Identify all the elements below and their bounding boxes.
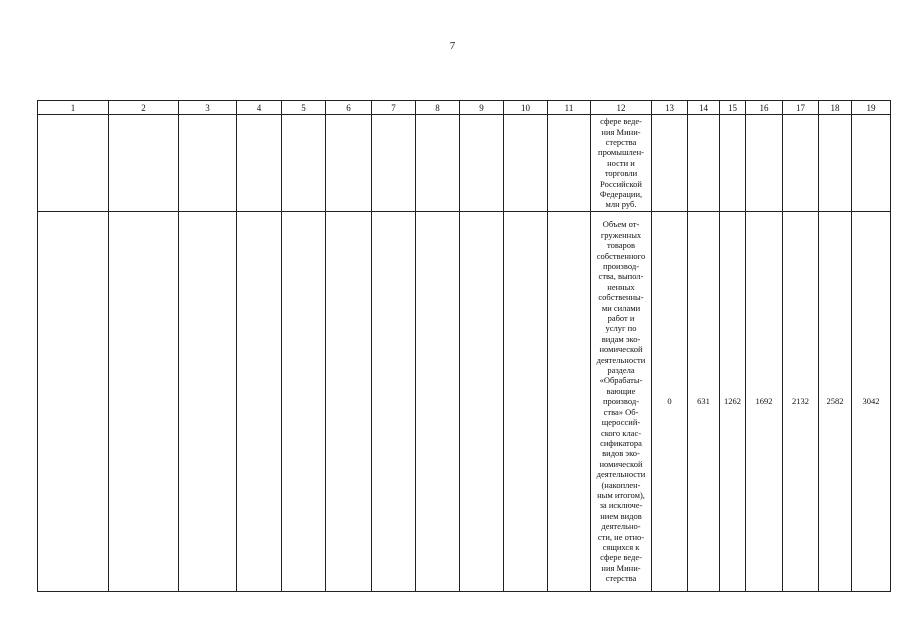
empty-cell	[504, 115, 548, 212]
empty-cell	[548, 115, 591, 212]
description-line: сящихся к	[602, 541, 640, 552]
description-line: промышлен-	[598, 147, 644, 158]
empty-cell	[282, 212, 326, 592]
description-line: собственного	[596, 250, 646, 261]
column-header: 8	[416, 101, 460, 115]
description-line: груженных	[600, 229, 642, 240]
description-line: за исключе-	[599, 500, 643, 511]
description-line: ненных	[607, 281, 635, 292]
data-table	[37, 100, 891, 592]
value-cell: 0	[652, 212, 688, 592]
value-cell: 631	[688, 212, 720, 592]
column-header: 7	[372, 101, 416, 115]
description-line: Объем от-	[602, 219, 640, 230]
description-line: работ и	[607, 313, 635, 324]
description-line: сфере веде-	[600, 552, 642, 563]
value-cell	[783, 115, 819, 212]
column-header: 13	[652, 101, 688, 115]
empty-cell	[237, 115, 282, 212]
value-cell: 1262	[720, 212, 746, 592]
description-line: ми силами	[601, 302, 641, 313]
description-line: стерства	[605, 573, 637, 584]
description-line: раздела	[607, 365, 635, 376]
description-line: ния Мини-	[601, 562, 641, 573]
description-line: видов эко-	[602, 448, 640, 459]
description-line: деятельно-	[601, 521, 641, 532]
column-header-row	[38, 101, 891, 115]
description-line: деятельности	[596, 354, 646, 365]
empty-cell	[372, 115, 416, 212]
empty-cell	[326, 115, 372, 212]
column-header: 6	[326, 101, 372, 115]
description-line: ства» Об-	[603, 406, 639, 417]
description-line: стерства	[605, 136, 637, 147]
value-cell: 1692	[746, 212, 783, 592]
empty-cell	[179, 212, 237, 592]
description-line: млн руб.	[605, 199, 637, 210]
column-header: 19	[852, 101, 891, 115]
description-line: видам эко-	[601, 333, 641, 344]
value-cell	[720, 115, 746, 212]
column-header: 12	[591, 101, 652, 115]
empty-cell	[460, 115, 504, 212]
column-header: 18	[819, 101, 852, 115]
table-row	[38, 212, 891, 592]
empty-cell	[326, 212, 372, 592]
empty-cell	[237, 212, 282, 592]
description-line: Российской	[600, 178, 642, 189]
description-line: услуг по	[605, 323, 637, 334]
value-cell: 3042	[852, 212, 891, 592]
description-line: сти, не отно-	[597, 531, 645, 542]
value-cell	[652, 115, 688, 212]
description-line: деятельности	[596, 469, 646, 480]
empty-cell	[460, 212, 504, 592]
empty-cell	[416, 115, 460, 212]
description-line: производ-	[602, 396, 640, 407]
description-line: вающие	[606, 385, 636, 396]
value-cell	[852, 115, 891, 212]
table-row	[38, 115, 891, 212]
page-number: 7	[449, 40, 456, 52]
value-cell	[819, 115, 852, 212]
description-line: собственны-	[598, 292, 644, 303]
column-header: 4	[237, 101, 282, 115]
empty-cell	[548, 212, 591, 592]
empty-cell	[38, 115, 109, 212]
column-header: 11	[548, 101, 591, 115]
column-header: 16	[746, 101, 783, 115]
empty-cell	[109, 115, 179, 212]
column-header: 2	[109, 101, 179, 115]
column-header: 17	[783, 101, 819, 115]
empty-cell	[504, 212, 548, 592]
description-line: ского клас-	[600, 427, 642, 438]
value-cell	[688, 115, 720, 212]
indicator-description-cell	[591, 212, 652, 592]
description-line: ния Мини-	[601, 126, 641, 137]
value-cell	[746, 115, 783, 212]
column-header: 3	[179, 101, 237, 115]
description-line: производ-	[602, 261, 640, 272]
description-line: «Обрабаты-	[599, 375, 643, 386]
empty-cell	[179, 115, 237, 212]
column-header: 10	[504, 101, 548, 115]
empty-cell	[372, 212, 416, 592]
column-header: 15	[720, 101, 746, 115]
description-line: товаров	[606, 240, 636, 251]
description-line: сификатора	[600, 437, 642, 448]
description-line: номической	[599, 458, 643, 469]
column-header: 5	[282, 101, 326, 115]
empty-cell	[38, 212, 109, 592]
description-line: ности и	[607, 157, 635, 168]
indicator-description-cell	[591, 115, 652, 212]
empty-cell	[109, 212, 179, 592]
description-line: торговли	[604, 168, 638, 179]
description-line: номической	[599, 344, 643, 355]
column-header: 14	[688, 101, 720, 115]
empty-cell	[416, 212, 460, 592]
description-line: Федерации,	[599, 189, 643, 200]
column-header: 9	[460, 101, 504, 115]
description-line: щероссий-	[601, 417, 641, 428]
description-line: (накоплен-	[601, 479, 641, 490]
value-cell: 2132	[783, 212, 819, 592]
description-line: ства, выпол-	[598, 271, 644, 282]
description-line: нием видов	[600, 510, 642, 521]
description-line: ным итогом),	[597, 489, 645, 500]
column-header: 1	[38, 101, 109, 115]
description-line: сфере веде-	[600, 116, 642, 127]
empty-cell	[282, 115, 326, 212]
value-cell: 2582	[819, 212, 852, 592]
